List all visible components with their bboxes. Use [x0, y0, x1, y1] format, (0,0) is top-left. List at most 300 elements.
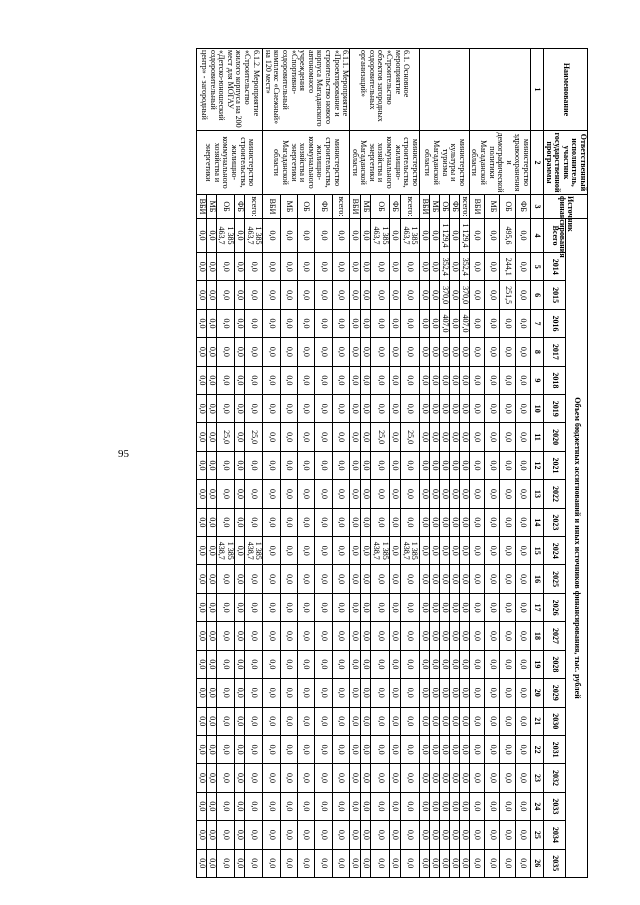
year-value: 0,0	[400, 593, 419, 621]
year-value: 0,0	[360, 451, 371, 479]
year-value: 0,0	[298, 622, 315, 650]
year-value: 0,0	[206, 309, 216, 337]
year-value: 0,0	[485, 281, 500, 309]
year-value: 0,0	[245, 480, 263, 508]
year-value: 0,0	[315, 849, 332, 877]
year-value: 0,0	[459, 423, 469, 451]
year-value: 0,0	[263, 707, 280, 735]
year-value: 0,0	[315, 764, 332, 792]
year-value: 0,0	[469, 593, 484, 621]
year-value: 0,0	[360, 849, 371, 877]
year-value: 0,0	[485, 735, 500, 763]
total-value: 0,0	[485, 219, 500, 253]
year-value: 0,0	[469, 395, 484, 423]
funding-source: ОБ	[500, 195, 515, 219]
year-value: 0,0	[280, 508, 297, 536]
year-value: 0,0	[371, 508, 390, 536]
year-value: 0,0	[429, 679, 439, 707]
year-value: 0,0	[449, 338, 459, 366]
year-value: 0,0	[235, 338, 245, 366]
year-value: 0,0	[485, 480, 500, 508]
year-value: 0,0	[206, 735, 216, 763]
year-value: 0,0	[360, 735, 371, 763]
year-value: 0,0	[459, 679, 469, 707]
year-value: 0,0	[196, 565, 206, 593]
year-value: 0,0	[206, 650, 216, 678]
year-value: 0,0	[485, 253, 500, 281]
funding-source: МБ	[206, 195, 216, 219]
year-value: 0,0	[390, 537, 401, 565]
year-value: 0,0	[449, 480, 459, 508]
year-value: 0,0	[360, 508, 371, 536]
year-value: 0,0	[371, 679, 390, 707]
year-value: 0,0	[390, 451, 401, 479]
year-value: 0,0	[439, 537, 449, 565]
funding-source: МБ	[429, 195, 439, 219]
year-value: 0,0	[298, 849, 315, 877]
year-value: 0,0	[400, 395, 419, 423]
year-value: 0,0	[429, 338, 439, 366]
year-value: 0,0	[245, 309, 263, 337]
header-year: 2024	[544, 537, 566, 565]
year-value: 0,0	[196, 650, 206, 678]
column-number: 4	[531, 219, 544, 253]
year-value: 0,0	[216, 451, 234, 479]
year-value: 0,0	[429, 735, 439, 763]
year-value: 0,0	[196, 593, 206, 621]
year-value: 0,0	[315, 792, 332, 820]
year-value: 0,0	[350, 565, 361, 593]
year-value: 0,0	[515, 423, 530, 451]
year-value: 0,0	[371, 451, 390, 479]
year-value: 0,0	[429, 849, 439, 877]
year-value: 0,0	[263, 423, 280, 451]
year-value: 0,0	[390, 565, 401, 593]
year-value: 0,0	[419, 508, 429, 536]
year-value: 0,0	[371, 821, 390, 849]
year-value: 0,0	[196, 508, 206, 536]
year-value: 0,0	[371, 622, 390, 650]
year-value: 0,0	[298, 565, 315, 593]
year-value: 0,0	[500, 395, 515, 423]
year-value: 0,0	[298, 451, 315, 479]
year-value: 0,0	[245, 366, 263, 394]
column-number-row	[531, 49, 544, 878]
year-value: 0,0	[400, 679, 419, 707]
year-value: 0,0	[206, 537, 216, 565]
header-year: 2021	[544, 451, 566, 479]
column-number: 15	[531, 537, 544, 565]
year-value: 0,0	[235, 565, 245, 593]
year-value: 0,0	[360, 253, 371, 281]
year-value: 0,0	[449, 253, 459, 281]
total-value: 1 385 463,7	[400, 219, 419, 253]
year-value: 0,0	[500, 366, 515, 394]
year-value: 0,0	[390, 593, 401, 621]
year-value: 0,0	[515, 849, 530, 877]
total-value: 0,0	[206, 219, 216, 253]
year-value: 0,0	[263, 565, 280, 593]
year-value: 0,0	[315, 338, 332, 366]
year-value: 1 385 438,7	[400, 537, 419, 565]
year-value: 0,0	[235, 707, 245, 735]
year-value: 0,0	[216, 508, 234, 536]
year-value: 0,0	[459, 508, 469, 536]
year-value: 0,0	[371, 338, 390, 366]
year-value: 0,0	[263, 821, 280, 849]
year-value: 0,0	[350, 707, 361, 735]
header-year: 2030	[544, 707, 566, 735]
year-value: 0,0	[400, 707, 419, 735]
total-value: 0,0	[390, 219, 401, 253]
year-value: 0,0	[332, 508, 349, 536]
year-value: 0,0	[449, 508, 459, 536]
year-value: 0,0	[429, 366, 439, 394]
year-value: 0,0	[419, 849, 429, 877]
year-value: 0,0	[485, 707, 500, 735]
year-value: 0,0	[196, 309, 206, 337]
year-value: 0,0	[263, 338, 280, 366]
year-value: 0,0	[469, 338, 484, 366]
column-number: 18	[531, 622, 544, 650]
year-value: 0,0	[235, 508, 245, 536]
year-value: 0,0	[429, 622, 439, 650]
year-value: 0,0	[332, 309, 349, 337]
year-value: 0,0	[350, 366, 361, 394]
year-value: 0,0	[280, 821, 297, 849]
year-value: 0,0	[196, 451, 206, 479]
year-value: 0,0	[500, 565, 515, 593]
year-value: 0,0	[485, 537, 500, 565]
year-value: 0,0	[459, 792, 469, 820]
year-value: 0,0	[485, 395, 500, 423]
column-number: 13	[531, 480, 544, 508]
year-value: 0,0	[263, 508, 280, 536]
year-value: 0,0	[515, 366, 530, 394]
year-value: 0,0	[439, 735, 449, 763]
year-value: 0,0	[459, 849, 469, 877]
column-number: 5	[531, 253, 544, 281]
year-value: 0,0	[206, 253, 216, 281]
year-value: 0,0	[419, 537, 429, 565]
year-value: 0,0	[419, 679, 429, 707]
year-value: 0,0	[469, 281, 484, 309]
year-value: 0,0	[332, 792, 349, 820]
year-value: 0,0	[206, 480, 216, 508]
year-value: 0,0	[350, 537, 361, 565]
year-value: 0,0	[315, 451, 332, 479]
year-value: 0,0	[449, 622, 459, 650]
year-value: 0,0	[371, 849, 390, 877]
year-value: 0,0	[429, 253, 439, 281]
year-value: 0,0	[360, 338, 371, 366]
year-value: 0,0	[245, 253, 263, 281]
year-value: 0,0	[206, 792, 216, 820]
year-value: 0,0	[196, 707, 206, 735]
year-value: 0,0	[206, 423, 216, 451]
year-value: 0,0	[371, 309, 390, 337]
year-value: 352,4	[459, 253, 469, 281]
year-value: 0,0	[315, 281, 332, 309]
funding-source: МБ	[280, 195, 297, 219]
year-value: 0,0	[469, 679, 484, 707]
year-value: 0,0	[439, 650, 449, 678]
year-value: 407,0	[439, 309, 449, 337]
year-value: 0,0	[263, 537, 280, 565]
year-value: 0,0	[390, 707, 401, 735]
year-value: 0,0	[500, 735, 515, 763]
column-number: 11	[531, 423, 544, 451]
total-value: 0,0	[469, 219, 484, 253]
program-item-name: 6.1.2. Мероприятие «Строительство жилого корпуса на 200 мест для МОГАУ «Детско-юношеский оздоровительный центр» - загородный	[196, 49, 262, 131]
year-value: 0,0	[360, 395, 371, 423]
year-value: 0,0	[469, 622, 484, 650]
year-value: 0,0	[298, 480, 315, 508]
year-value: 0,0	[449, 423, 459, 451]
total-value: 0,0	[332, 219, 349, 253]
year-value: 0,0	[235, 423, 245, 451]
year-value: 0,0	[245, 764, 263, 792]
year-value: 0,0	[196, 821, 206, 849]
year-value: 0,0	[280, 338, 297, 366]
total-value: 0,0	[315, 219, 332, 253]
year-value: 0,0	[429, 395, 439, 423]
year-value: 0,0	[439, 451, 449, 479]
year-value: 0,0	[449, 565, 459, 593]
column-number: 12	[531, 451, 544, 479]
table-row	[332, 49, 349, 878]
year-value: 0,0	[439, 338, 449, 366]
year-value: 0,0	[360, 679, 371, 707]
year-value: 0,0	[263, 253, 280, 281]
year-value: 0,0	[419, 253, 429, 281]
year-value: 0,0	[429, 792, 439, 820]
year-value: 0,0	[206, 849, 216, 877]
column-number: 2	[531, 131, 544, 195]
year-value: 0,0	[459, 451, 469, 479]
year-value: 0,0	[360, 593, 371, 621]
year-value: 0,0	[439, 423, 449, 451]
year-value: 0,0	[400, 821, 419, 849]
year-value: 0,0	[332, 366, 349, 394]
table-row	[245, 49, 263, 878]
year-value: 0,0	[235, 849, 245, 877]
header-year: 2031	[544, 735, 566, 763]
year-value: 0,0	[298, 821, 315, 849]
year-value: 0,0	[235, 792, 245, 820]
responsible-executor: министерство здравоохранения и демографической политики Магаданской области	[470, 132, 532, 193]
year-value: 0,0	[419, 735, 429, 763]
year-value: 0,0	[485, 849, 500, 877]
year-value: 0,0	[390, 366, 401, 394]
funding-source: ФБ	[449, 195, 459, 219]
year-value: 0,0	[235, 281, 245, 309]
year-value: 0,0	[315, 309, 332, 337]
year-value: 0,0	[206, 679, 216, 707]
year-value: 0,0	[419, 764, 429, 792]
year-value: 0,0	[235, 593, 245, 621]
year-value: 0,0	[332, 281, 349, 309]
funding-source: ФБ	[315, 195, 332, 219]
year-value: 0,0	[206, 593, 216, 621]
year-value: 0,0	[298, 281, 315, 309]
year-value: 0,0	[469, 423, 484, 451]
total-value: 0,0	[360, 219, 371, 253]
year-value: 0,0	[360, 622, 371, 650]
total-value: 1 129,4	[459, 219, 469, 253]
rotated-table-wrapper	[108, 48, 588, 878]
year-value: 0,0	[315, 622, 332, 650]
year-value: 0,0	[263, 281, 280, 309]
header-year: 2029	[544, 679, 566, 707]
column-number: 17	[531, 593, 544, 621]
year-value: 0,0	[515, 537, 530, 565]
year-value: 0,0	[245, 622, 263, 650]
total-value: 0,0	[298, 219, 315, 253]
total-value: 0,0	[263, 219, 280, 253]
year-value: 0,0	[216, 281, 234, 309]
header-year: 2026	[544, 593, 566, 621]
year-value: 0,0	[206, 565, 216, 593]
year-value: 0,0	[315, 395, 332, 423]
year-value: 0,0	[360, 281, 371, 309]
year-value: 0,0	[350, 679, 361, 707]
header-year: 2018	[544, 366, 566, 394]
year-value: 0,0	[400, 565, 419, 593]
year-value: 0,0	[400, 650, 419, 678]
year-value: 0,0	[196, 480, 206, 508]
column-number: 1	[531, 49, 544, 131]
year-value: 0,0	[280, 622, 297, 650]
total-value: 1 129,4	[439, 219, 449, 253]
year-value: 0,0	[371, 764, 390, 792]
year-value: 0,0	[515, 650, 530, 678]
year-value: 0,0	[245, 565, 263, 593]
year-value: 0,0	[485, 650, 500, 678]
funding-source: ВБИ	[469, 195, 484, 219]
year-value: 0,0	[485, 792, 500, 820]
year-value: 0,0	[206, 508, 216, 536]
year-value: 0,0	[439, 508, 449, 536]
year-value: 0,0	[216, 622, 234, 650]
column-number: 25	[531, 821, 544, 849]
year-value: 244,1	[500, 253, 515, 281]
year-value: 0,0	[371, 366, 390, 394]
funding-source: ОБ	[298, 195, 315, 219]
year-value: 0,0	[280, 537, 297, 565]
year-value: 0,0	[439, 821, 449, 849]
year-value: 0,0	[332, 679, 349, 707]
year-value: 0,0	[280, 792, 297, 820]
year-value: 0,0	[332, 707, 349, 735]
year-value: 0,0	[263, 849, 280, 877]
header-year: 2016	[544, 309, 566, 337]
year-value: 0,0	[196, 366, 206, 394]
year-value: 0,0	[500, 451, 515, 479]
year-value: 0,0	[216, 338, 234, 366]
year-value: 0,0	[485, 451, 500, 479]
year-value: 0,0	[371, 565, 390, 593]
year-value: 0,0	[263, 735, 280, 763]
year-value: 0,0	[429, 281, 439, 309]
year-value: 0,0	[469, 451, 484, 479]
header-year: 2019	[544, 395, 566, 423]
year-value: 0,0	[469, 764, 484, 792]
year-value: 0,0	[439, 849, 449, 877]
year-value: 0,0	[360, 707, 371, 735]
year-value: 0,0	[350, 849, 361, 877]
year-value: 0,0	[429, 508, 439, 536]
header-year: 2015	[544, 281, 566, 309]
year-value: 0,0	[439, 565, 449, 593]
year-value: 0,0	[350, 281, 361, 309]
year-value: 0,0	[449, 593, 459, 621]
column-number: 20	[531, 679, 544, 707]
year-value: 0,0	[371, 593, 390, 621]
year-value: 0,0	[263, 764, 280, 792]
year-value: 0,0	[419, 792, 429, 820]
year-value: 0,0	[360, 565, 371, 593]
year-value: 0,0	[350, 423, 361, 451]
year-value: 0,0	[298, 508, 315, 536]
year-value: 0,0	[280, 309, 297, 337]
column-number: 3	[531, 195, 544, 219]
year-value: 0,0	[419, 338, 429, 366]
year-value: 0,0	[245, 395, 263, 423]
year-value: 0,0	[500, 650, 515, 678]
year-value: 0,0	[315, 735, 332, 763]
year-value: 0,0	[332, 338, 349, 366]
year-value: 0,0	[332, 537, 349, 565]
funding-source: ОБ	[371, 195, 390, 219]
year-value: 0,0	[216, 849, 234, 877]
header-name: Наименование	[544, 49, 588, 131]
column-number: 24	[531, 792, 544, 820]
funding-source: ФБ	[515, 195, 530, 219]
year-value: 0,0	[298, 679, 315, 707]
year-value: 0,0	[400, 735, 419, 763]
year-value: 0,0	[469, 707, 484, 735]
year-value: 0,0	[485, 423, 500, 451]
responsible-executor: министерство строительства, жилищно-коммунального хозяйства и энергетики Магаданской области	[350, 131, 420, 195]
funding-source: ВБИ	[350, 195, 361, 219]
table-row	[459, 49, 469, 878]
year-value: 0,0	[485, 821, 500, 849]
year-value: 0,0	[298, 366, 315, 394]
header-year: 2027	[544, 622, 566, 650]
year-value: 0,0	[400, 338, 419, 366]
year-value: 0,0	[196, 253, 206, 281]
column-number: 6	[531, 281, 544, 309]
year-value: 0,0	[245, 707, 263, 735]
funding-source: ФБ	[235, 195, 245, 219]
year-value: 0,0	[500, 309, 515, 337]
year-value: 0,0	[235, 537, 245, 565]
funding-source: всего:	[332, 195, 349, 219]
funding-source: всего:	[400, 195, 419, 219]
year-value: 0,0	[332, 821, 349, 849]
year-value: 0,0	[280, 480, 297, 508]
year-value: 0,0	[263, 622, 280, 650]
header-year: 2014	[544, 253, 566, 281]
year-value: 0,0	[500, 508, 515, 536]
year-value: 0,0	[263, 480, 280, 508]
header-year: 2033	[544, 792, 566, 820]
year-value: 0,0	[235, 451, 245, 479]
year-value: 0,0	[439, 707, 449, 735]
year-value: 0,0	[332, 593, 349, 621]
year-value: 0,0	[469, 253, 484, 281]
